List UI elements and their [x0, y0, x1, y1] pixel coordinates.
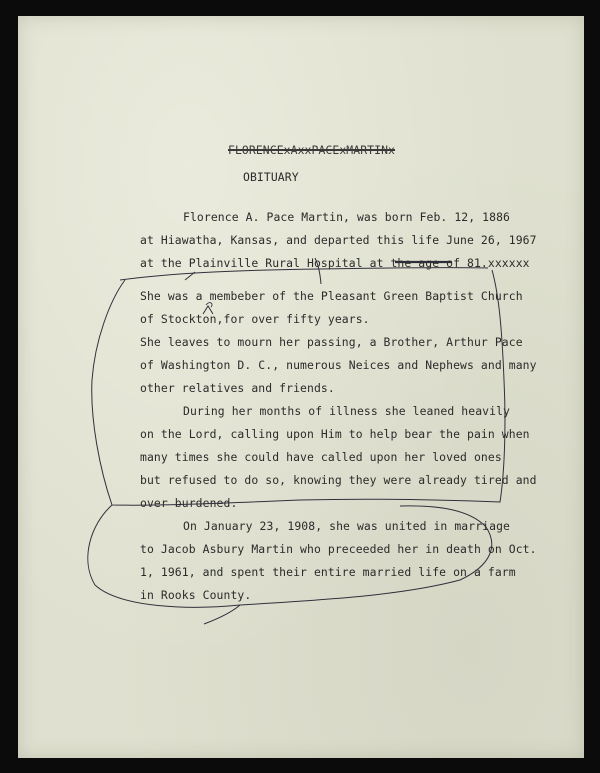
- text-line-17: in Rooks County.: [140, 588, 252, 602]
- text-line-10: on the Lord, calling upon Him to help bear the pain when: [140, 427, 530, 441]
- text-line-5: of Stockton,for over fifty years.: [140, 312, 370, 326]
- text-line-13: over burdened.: [140, 496, 238, 510]
- text-line-1: Florence A. Pace Martin, was born Feb. 12, 1886: [183, 210, 511, 224]
- text-line-4: She was a membeber of the Pleasant Green Baptist Church: [140, 289, 523, 303]
- text-line-12: but refused to do so, knowing they were already tired and: [140, 473, 537, 487]
- page-title: OBITUARY: [243, 170, 299, 184]
- text-line-11: many times she could have called upon her loved ones: [140, 450, 502, 464]
- text-line-15: to Jacob Asbury Martin who preceeded her in death on Oct.: [140, 542, 537, 556]
- text-line-9: During her months of illness she leaned heavily: [183, 404, 511, 418]
- text-line-7: of Washington D. C., numerous Neices and Nephews and many: [140, 358, 537, 372]
- text-line-2: at Hiawatha, Kansas, and departed this life June 26, 1967: [140, 233, 537, 247]
- text-line-14: On January 23, 1908, she was united in marriage: [183, 519, 511, 533]
- text-line-3: at the Plainville Rural Hospital at the age of 81.xxxxxx: [140, 256, 530, 270]
- struck-heading: FLORENCExAxxPACExMARTINx: [228, 143, 395, 157]
- text-line-16: 1, 1961, and spent their entire married life on a farm: [140, 565, 516, 579]
- text-line-6: She leaves to mourn her passing, a Brother, Arthur Pace: [140, 335, 523, 349]
- text-line-8: other relatives and friends.: [140, 381, 335, 395]
